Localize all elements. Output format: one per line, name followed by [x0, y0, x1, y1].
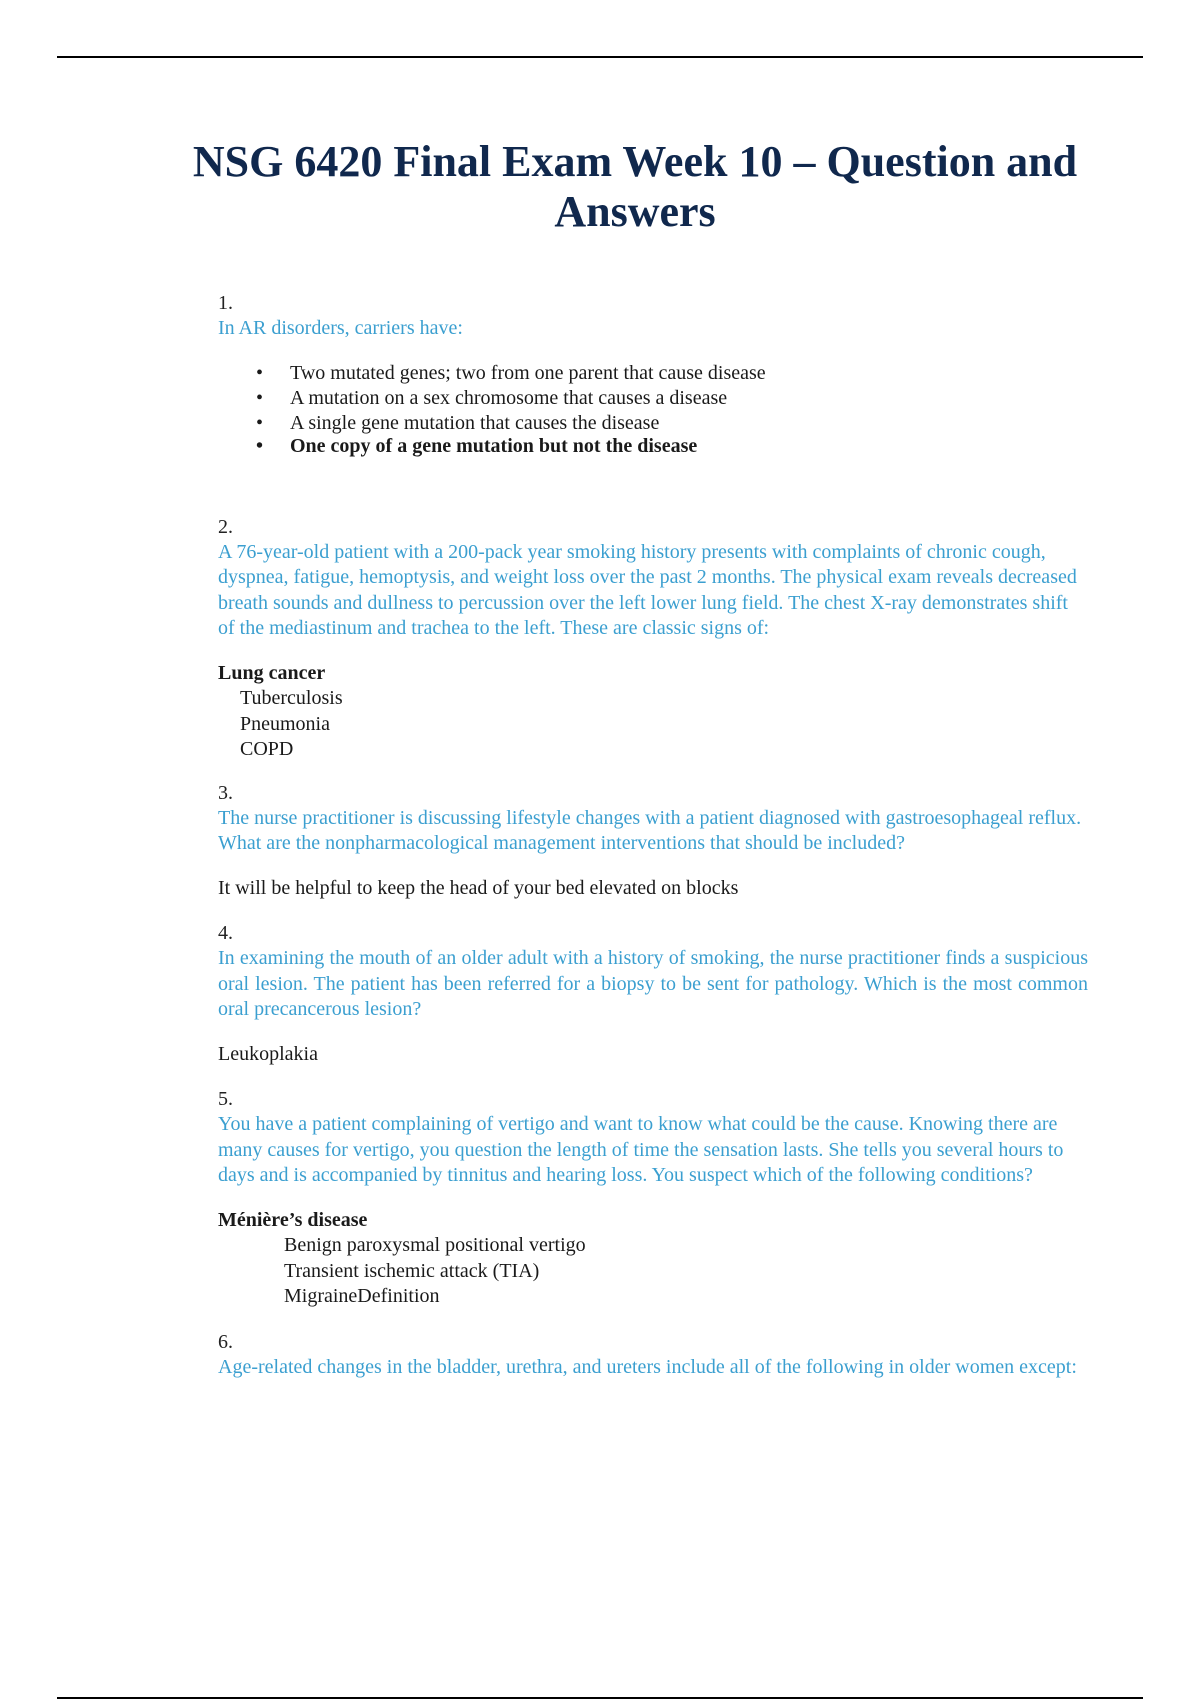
choice-text: A single gene mutation that causes the disease [290, 411, 660, 434]
other-option: COPD [240, 738, 294, 760]
choice-item [218, 361, 1088, 386]
choice-item [218, 411, 1088, 436]
bullet: • [256, 411, 264, 434]
bullet: • [256, 434, 264, 457]
choice-item [218, 386, 1088, 411]
question-text: The nurse practitioner is discussing lifestyle changes with a patient diagnosed with gastroesophageal reflux. What are the nonpharmacological management interventions that should be included? [218, 806, 1082, 854]
answer-text: It will be helpful to keep the head of your bed elevated on blocks [218, 876, 739, 899]
choice-text: One copy of a gene mutation but not the disease [290, 434, 698, 457]
question-6 [218, 1330, 1088, 1381]
other-option: Pneumonia [240, 712, 330, 735]
top-rule [57, 56, 1143, 58]
question-text: Age-related changes in the bladder, urethra, and ureters include all of the following in older women except: [218, 1355, 1077, 1378]
bottom-rule [57, 1697, 1143, 1699]
question-list [218, 291, 1088, 1380]
other-option: MigraineDefinition [284, 1285, 440, 1307]
question-number: 1. [218, 292, 233, 314]
question-text: A 76-year-old patient with a 200-pack year smoking history presents with complaints of chronic cough, dyspnea, fatigue, hemoptysis, and weight loss over the past 2 months. The physical exam reveals decreased breath sounds and dullness to percussion over the left lower lung field. The chest X-ray demonstrates shift of the mediastinum and trachea to the left. These are classic signs of: [218, 540, 1077, 639]
bullet: • [256, 361, 264, 384]
other-option: Transient ischemic attack (TIA) [284, 1259, 540, 1282]
question-5 [218, 1087, 1088, 1310]
question-3 [218, 781, 1088, 902]
other-option: Benign paroxysmal positional vertigo [284, 1234, 586, 1256]
choice-list [218, 361, 1088, 457]
correct-answer: Lung cancer [218, 661, 326, 684]
other-option: Tuberculosis [240, 687, 343, 709]
answer-text: Leukoplakia [218, 1042, 318, 1065]
question-text: You have a patient complaining of vertigo and want to know what could be the cause. Knowing there are many causes for vertigo, you question the length of time the sensation lasts. She tells you several hours to days and is accompanied by tinnitus and hearing loss. You suspect which of the following conditions? [218, 1113, 1064, 1186]
question-4 [218, 921, 1088, 1067]
question-number: 6. [218, 1330, 233, 1353]
question-number: 4. [218, 922, 233, 944]
question-2 [218, 515, 1088, 763]
correct-answer: Ménière’s disease [218, 1208, 368, 1231]
question-text: In examining the mouth of an older adult with a history of smoking, the nurse practitioner finds a suspicious oral lesion. The patient has been referred for a biopsy to be sent for pathology. Which is the most common oral precancerous lesion? [218, 947, 1088, 1020]
choice-text: Two mutated genes; two from one parent that cause disease [290, 361, 766, 384]
question-text: In AR disorders, carriers have: [218, 317, 463, 339]
question-number: 2. [218, 515, 233, 538]
question-1 [218, 291, 1088, 457]
choice-text: A mutation on a sex chromosome that causes a disease [290, 386, 728, 409]
bullet: • [256, 386, 264, 409]
question-number: 3. [218, 781, 233, 804]
page-title: NSG 6420 Final Exam Week 10 – Question and Answers [192, 137, 1078, 236]
question-number: 5. [218, 1088, 233, 1110]
choice-item-correct [218, 436, 1088, 457]
